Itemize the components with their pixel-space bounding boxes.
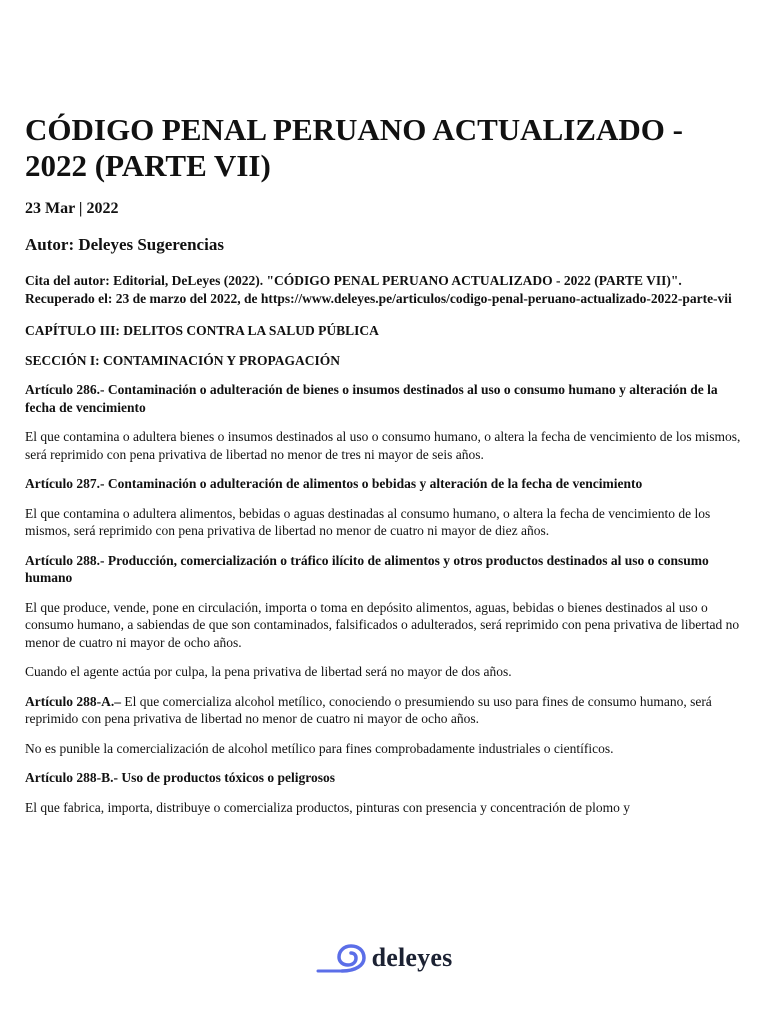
article-288a-text [25, 693, 743, 728]
article-287-title: Artículo 287.- Contaminación o adulteración de alimentos o bebidas y alteración de la fecha de vencimiento [25, 476, 643, 491]
footer [0, 938, 768, 978]
article-288b-title: Artículo 288-B.- Uso de productos tóxicos o peligrosos [25, 770, 335, 785]
article-288-text-culpa: Cuando el agente actúa por culpa, la pena privativa de libertad será no mayor de dos años. [25, 664, 512, 679]
deleyes-logo-icon [316, 943, 368, 973]
article-287-text: El que contamina o adultera alimentos, bebidas o aguas destinadas al consumo humano, o altera la fecha de vencimiento de los mismos, será reprimido con pena privativa de libertad no menor de cuatro ni mayor de diez años. [25, 505, 711, 538]
citation: Cita del autor: Editorial, DeLeyes (2022). "CÓDIGO PENAL PERUANO ACTUALIZADO - 2022 (PARTE VII)". Recuperado el: 23 de marzo del 2022, de https://www.deleyes.pe/articulos/codigo-penal-peruano-actualizado-2022-parte-vii [25, 273, 732, 306]
document-body [25, 112, 743, 828]
section-heading: SECCIÓN I: CONTAMINACIÓN Y PROPAGACIÓN [25, 352, 341, 368]
article-288a-label: Artículo 288-A.– [25, 693, 121, 709]
document-title: CÓDIGO PENAL PERUANO ACTUALIZADO - 2022 (PARTE VII) [25, 112, 683, 183]
deleyes-logo [316, 943, 453, 973]
article-288b-text: El que fabrica, importa, distribuye o comercializa productos, pinturas con presencia y concentración de plomo y [25, 799, 631, 815]
article-288a-body: El que comercializa alcohol metílico, conociendo o presumiendo su uso para fines de consumo humano, será reprimido con pena privativa de libertad no menor de cuatro ni mayor de ocho años. [25, 693, 712, 726]
author-line: Autor: Deleyes Sugerencias [25, 235, 224, 254]
publish-date: 23 Mar | 2022 [25, 200, 119, 217]
article-286-text: El que contamina o adultera bienes o insumos destinados al uso o consumo humano, o altera la fecha de vencimiento de los mismos, será reprimido con pena privativa de libertad no menor de tres ni mayor de seis años. [25, 429, 741, 462]
article-288a-exception: No es punible la comercialización de alcohol metílico para fines comprobadamente industriales o científicos. [25, 740, 614, 756]
deleyes-logo-text: deleyes [371, 943, 453, 972]
chapter-heading: CAPÍTULO III: DELITOS CONTRA LA SALUD PÚBLICA [25, 323, 379, 338]
article-288-title: Artículo 288.- Producción, comercialización o tráfico ilícito de alimentos y otros productos destinados al uso o consumo humano [25, 552, 709, 585]
article-286-title: Artículo 286.- Contaminación o adulteración de bienes o insumos destinados al uso o consumo humano y alteración de la fecha de vencimiento [25, 382, 718, 415]
article-288-text: El que produce, vende, pone en circulación, importa o toma en depósito alimentos, aguas, bebidas o bienes destinados al uso o consumo humano, a sabiendas de que son contaminados, falsificados o adulterados, será reprimido con pena privativa de libertad no menor de cuatro ni mayor de ocho años. [25, 599, 740, 650]
